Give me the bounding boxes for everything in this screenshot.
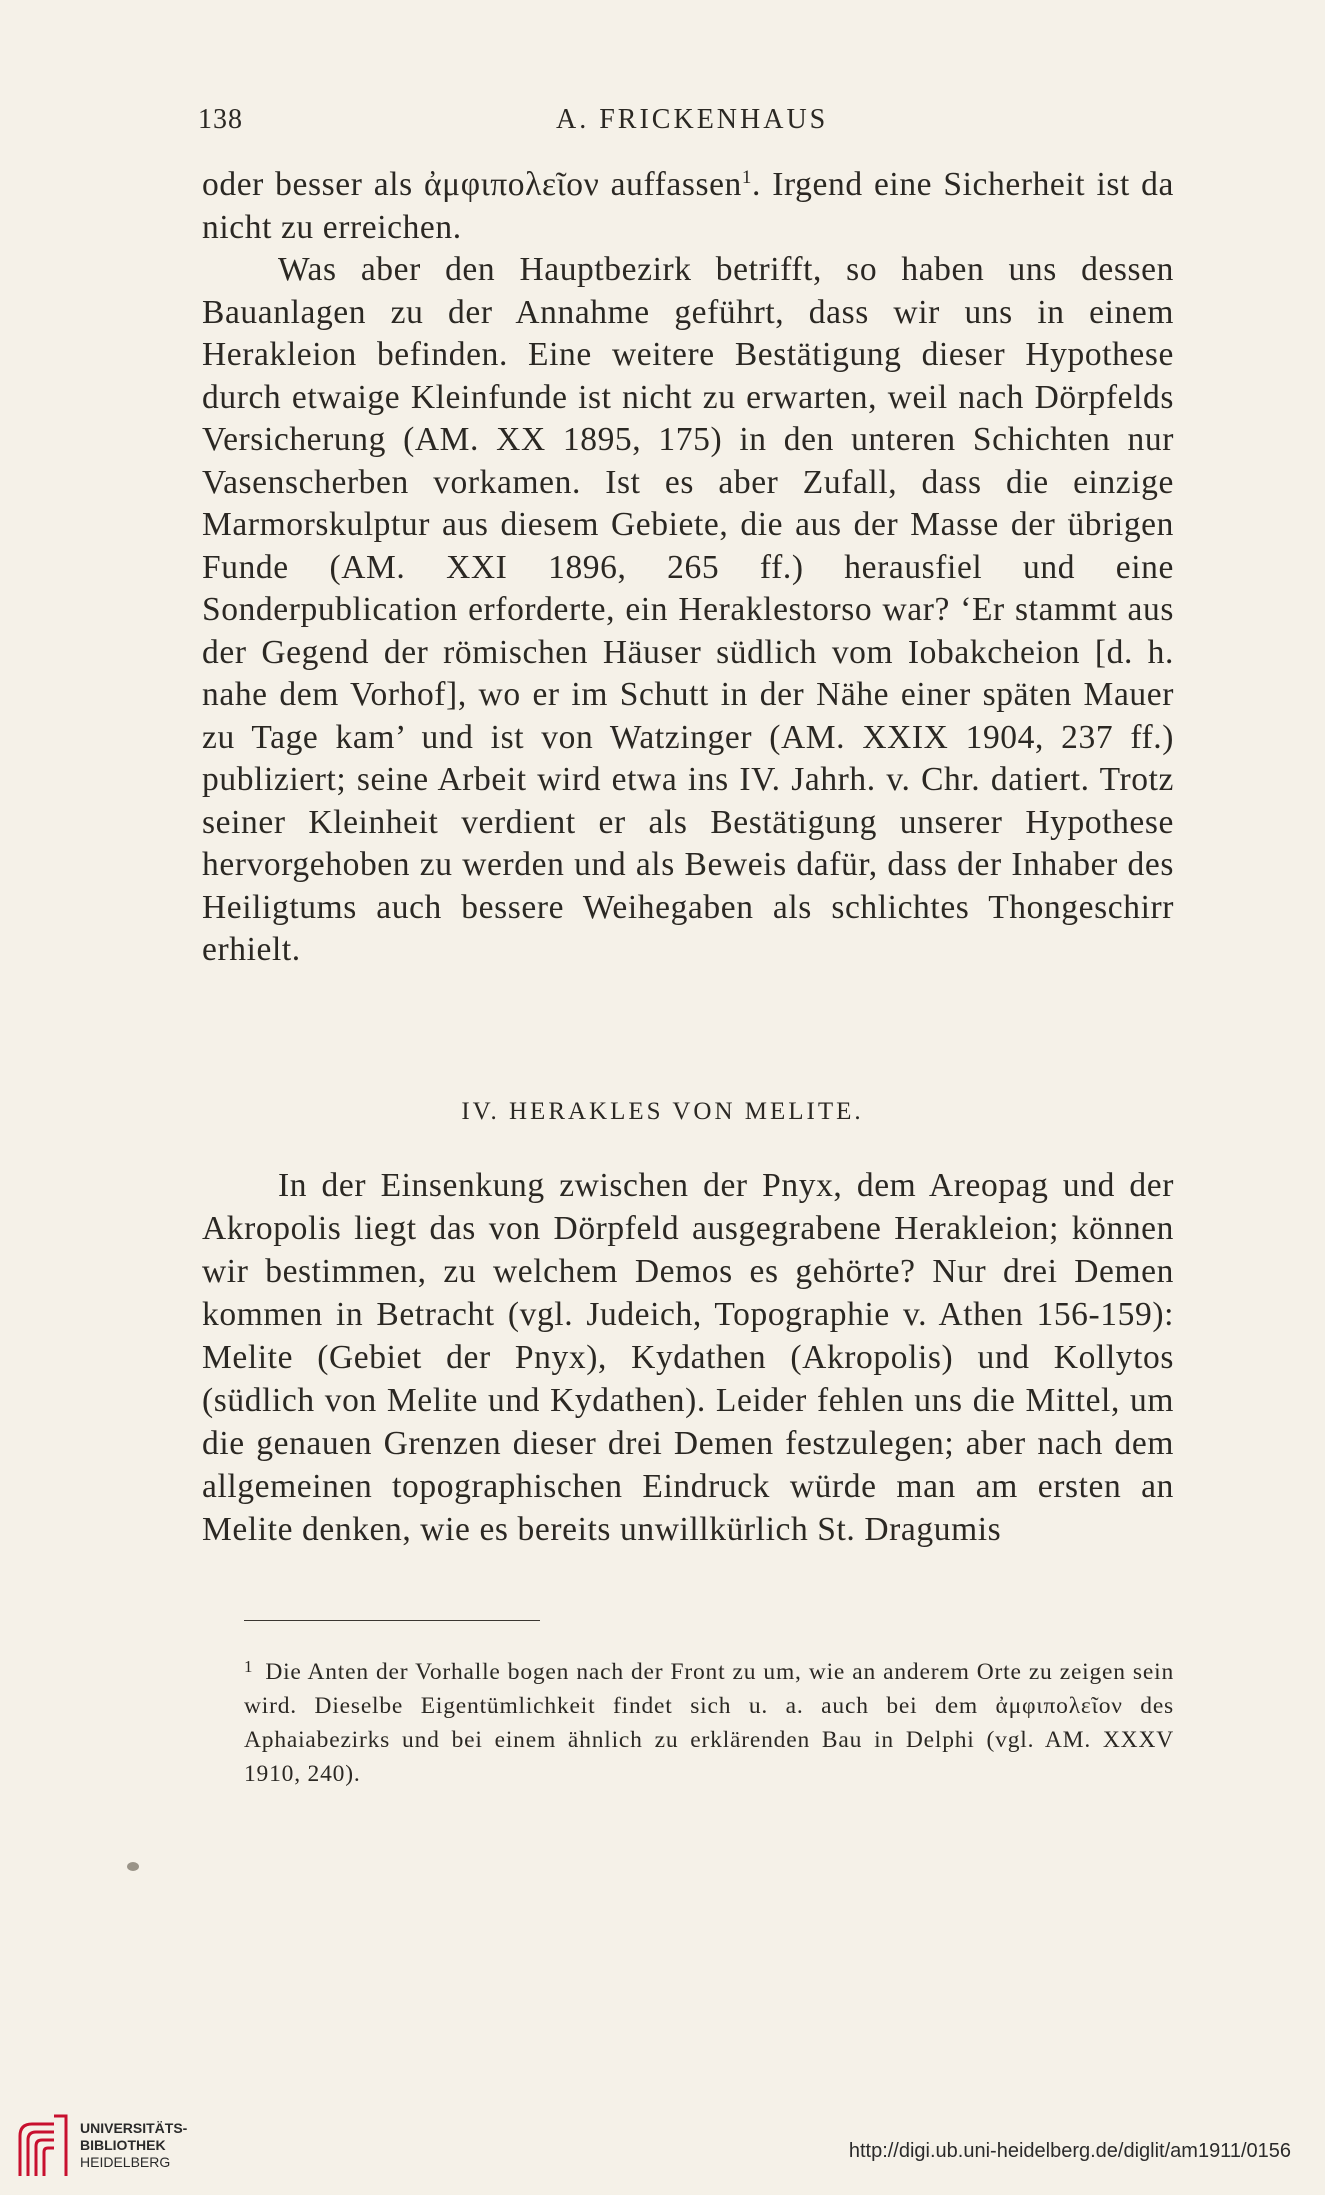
- paragraph-continuation: [202, 164, 1174, 249]
- footnote-text: Die Anten der Vorhalle bogen nach der Front zu um, wie an anderem Orte zu zeigen sein wird. Dieselbe Eigentümlichkeit findet sich u. a. auch bei dem ἀμφιπολεῖον des Aphaiabezirks und bei einem ähnlich zu erklärenden Bau in Delphi (vgl. AM. XXXV 1910, 240).: [244, 1659, 1174, 1787]
- footnote-divider: [244, 1620, 540, 1621]
- running-head: [198, 104, 1170, 144]
- footnote-marker: 1: [244, 1657, 254, 1676]
- section-heading: IV. HERAKLES VON MELITE.: [461, 1098, 864, 1125]
- paragraph-1-text-a: oder besser als ἀμφιπολεῖον auffassen: [202, 166, 742, 203]
- body-text-upper: [202, 164, 1174, 972]
- library-line-2: BIBLIOTHEK: [80, 2137, 166, 2153]
- footnote-reference: 1: [741, 167, 753, 188]
- running-head-author: A. FRICKENHAUS: [556, 104, 829, 135]
- digitization-footer: [0, 2100, 1325, 2195]
- footnote-paragraph: [244, 1650, 1174, 1791]
- paragraph-einsenkung: In der Einsenkung zwischen der Pnyx, dem Areopag und der Akropolis liegt das von Dörpfeld ausgegrabene Herakleion; können wir bestimmen, zu welchem Demos es gehörte? Nur drei Demen kommen in Betracht (vgl. Judeich, Topographie v. Athen 156-159): Melite (Gebiet der Pnyx), Kydathen (Akropolis) und Kollytos (südlich von Melite und Kydathen). Leider fehlen uns die Mittel, um die genauen Grenzen dieser drei Demen festzulegen; aber nach dem allgemeinen topographischen Eindruck würde man am ersten an Melite denken, wie es bereits unwillkürlich St. Dragumis: [202, 1167, 1174, 1548]
- ink-smudge: [127, 1862, 139, 1871]
- paragraph-hauptbezirk: Was aber den Hauptbezirk betrifft, so haben uns dessen Bauanlagen zu der Annahme geführt, dass wir uns in einem Herakleion befinden. Eine weitere Bestätigung dieser Hypothese durch etwaige Kleinfunde ist nicht zu erwarten, weil nach Dörpfelds Versicherung (AM. XX 1895, 175) in den unteren Schichten nur Vasenscherben vorkamen. Ist es aber Zufall, dass die einzige Marmorskulptur aus diesem Gebiete, die aus der Masse der übrigen Funde (AM. XXI 1896, 265 ff.) herausfiel und eine Sonderpublication erforderte, ein Heraklestorso war? ‘Er stammt aus der Gegend der römischen Häuser südlich vom Iobakcheion [d. h. nahe dem Vorhof], wo er im Schutt in der Nähe einer späten Mauer zu Tage kam’ und ist von Watzinger (AM. XXIX 1904, 237 ff.) publiziert; seine Arbeit wird etwa ins IV. Jahrh. v. Chr. datiert. Trotz seiner Kleinheit verdient er als Bestätigung unserer Hypothese hervorgehoben zu werden und als Beweis dafür, dass der Inhaber des Heiligtums auch bessere Weihegaben als schlichtes Thongeschirr erhielt.: [202, 251, 1174, 968]
- library-line-1: UNIVERSITÄTS-: [80, 2120, 188, 2136]
- library-line-3: HEIDELBERG: [80, 2154, 171, 2170]
- library-logo-icon: [12, 2110, 74, 2180]
- source-url[interactable]: http://digi.ub.uni-heidelberg.de/diglit/am1911/0156: [848, 2140, 1291, 2162]
- paragraph-1-text-b: . Irgend eine Sicherheit ist da nicht zu erreichen.: [202, 166, 1174, 246]
- footnote: [244, 1650, 1174, 1791]
- body-text-lower: [202, 1164, 1174, 1551]
- library-name: [80, 2120, 187, 2171]
- page-number: 138: [198, 104, 243, 135]
